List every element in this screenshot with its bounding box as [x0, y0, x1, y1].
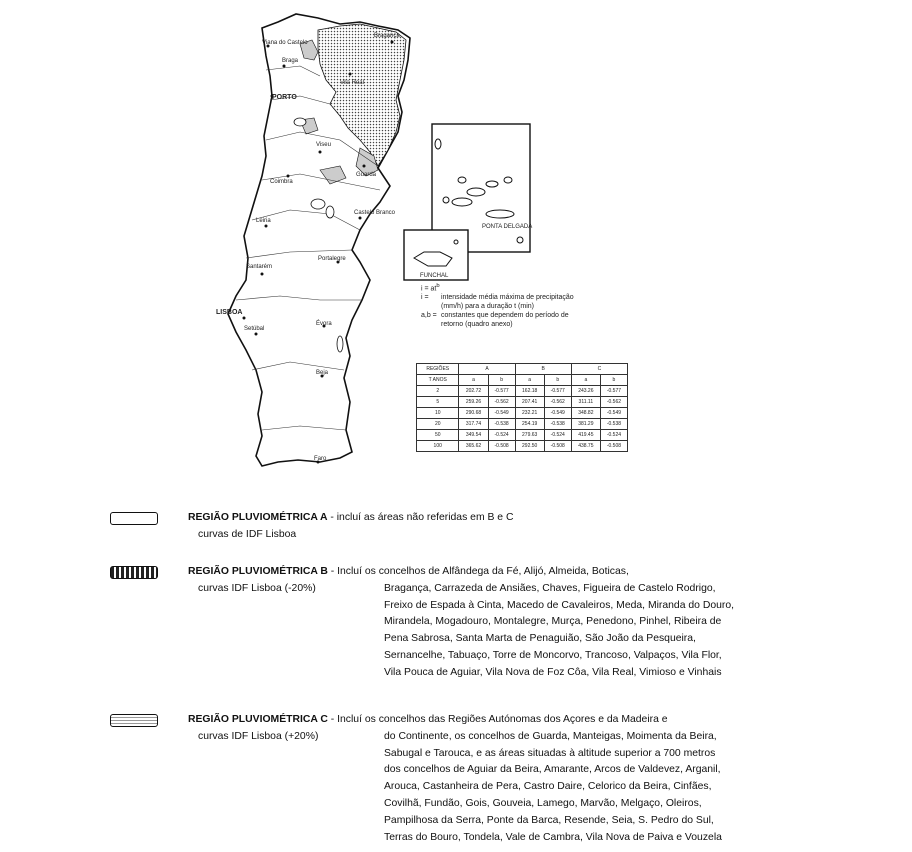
- table-row: 2 202.72 -0.577 162.18 -0.577 243.26 -0.577: [417, 386, 628, 397]
- table-header-cell: a: [459, 375, 488, 386]
- city-label: Portalegre: [318, 256, 346, 262]
- legend-swatch-region-b: [110, 566, 158, 579]
- city-label: FUNCHAL: [420, 273, 449, 279]
- city-label: Viana do Castelo: [262, 40, 308, 46]
- formula-def-ab-cont: retorno (quadro anexo): [441, 321, 513, 329]
- city-label: Beja: [316, 370, 329, 376]
- city-label: PORTO: [272, 94, 297, 101]
- table-header-cell: b: [544, 375, 571, 386]
- table-header-cell: B: [515, 364, 571, 375]
- table-header-cell: a: [571, 375, 600, 386]
- city-label: Guarda: [356, 172, 377, 178]
- formula-def-i-cont: (mm/h) para a duração t (min): [441, 303, 534, 311]
- table-header-cell: b: [600, 375, 627, 386]
- legend-title: REGIÃO PLUVIOMÉTRICA B: [188, 566, 328, 577]
- legend-body: Bragança, Carrazeda de Ansiães, Chaves, Figueira de Castelo Rodrigo, Freixo de Espada à Cinta, Macedo de Cavaleiros, Meda, Miranda do Douro, Mirandela, Mogadouro, Montalegre, Murça, Penedono, Pinhel, Ribeira de Pena Sabrosa, Santa Marta de Penaguião, São João da Pesqueira, Sernancelhe, Tabuaço, Torre de Moncorvo, Trancoso, Valpaços, Vila Flor, Vila Pouca de Aguiar, Vila Nova de Foz Côa, Vila Real, Vimioso e Vinhais: [384, 582, 735, 678]
- table-row: 5 259.26 -0.562 207.41 -0.562 311.11 -0.562: [417, 397, 628, 408]
- table-header-row: [417, 364, 628, 375]
- city-label: Bragança: [374, 33, 400, 39]
- idf-parameters-table: [416, 363, 628, 452]
- legend-description: - Incluí os concelhos das Regiões Autónomas dos Açores e da Madeira e: [327, 714, 668, 725]
- legend-body: do Continente, os concelhos de Guarda, Manteigas, Moimenta da Beira, Sabugal e Tarouca, e as áreas situadas à altitude superior a 700 metros dos concelhos de Aguiar da Beira, Amarante, Arcos de Valdevez, Arganil, Arouca, Castanheira de Pera, Castro Daire, Celorico da Beira, Cinfães, Covilhã, Fundão, Gois, Gouveia, Lamego, Marvão, Melgaço, Oleiros, Pampilhosa da Serra, Ponte da Barca, Resende, Seia, S. Pedro do Sul, Terras do Bouro, Tondela, Vale de Cambra, Vila Nova de Paiva e Vouzela: [384, 730, 722, 843]
- legend-swatch-region-c: [110, 714, 158, 727]
- table-row: 100 365.62 -0.508 292.50 -0.508 438.75 -0.508: [417, 441, 628, 452]
- legend-description: - incluí as áreas não referidas em B e C: [327, 512, 514, 523]
- city-label: Leiria: [256, 218, 271, 224]
- table-header-cell: A: [459, 364, 515, 375]
- city-label: Évora: [316, 321, 332, 327]
- table-header-cell: a: [515, 375, 544, 386]
- legend-description: - Incluí os concelhos de Alfândega da Fé, Alijó, Almeida, Boticas,: [327, 566, 629, 577]
- formula-def-ab: constantes que dependem do período de: [441, 312, 569, 320]
- table-row: 10 290.68 -0.549 232.21 -0.549 348.82 -0.549: [417, 408, 628, 419]
- city-label: Vila Real: [340, 80, 364, 86]
- city-label: Santarém: [246, 264, 273, 270]
- city-label: Braga: [282, 58, 299, 64]
- city-label: PONTA DELGADA: [482, 224, 533, 230]
- legend-swatch-region-a: [110, 512, 158, 525]
- idf-formula: $i = at^b$ i = intensidade média máxima de precipitação (mm/h) para a duração t (min) a,b = constantes que dependem do período de retorno (quadro anexo): [421, 282, 621, 329]
- city-label: Castelo Branco: [354, 210, 396, 216]
- table-header-cell: b: [488, 375, 515, 386]
- city-label: Setúbal: [244, 326, 265, 332]
- legend-title: REGIÃO PLUVIOMÉTRICA A: [188, 512, 328, 523]
- city-label: LISBOA: [216, 309, 243, 316]
- city-label: Faro: [314, 456, 327, 462]
- legend-subtitle: curvas de IDF Lisboa: [198, 528, 297, 540]
- city-label: Viseu: [316, 142, 331, 148]
- table-row: 20 317.74 -0.538 254.19 -0.538 381.29 -0.538: [417, 419, 628, 430]
- formula-equation: $i = at^b$: [421, 283, 440, 293]
- city-label: Coimbra: [270, 179, 293, 185]
- table-header-cell: C: [571, 364, 627, 375]
- formula-def-i: intensidade média máxima de precipitação: [441, 294, 574, 302]
- table-header-cell: REGIÕES: [417, 364, 459, 375]
- table-header-cell: T ANOS: [417, 375, 459, 386]
- legend-subtitle: curvas IDF Lisboa (-20%): [198, 582, 316, 594]
- legend-title: REGIÃO PLUVIOMÉTRICA C: [188, 714, 328, 725]
- legend-subtitle: curvas IDF Lisboa (+20%): [198, 730, 319, 742]
- table-row: 50 349.54 -0.524 279.63 -0.524 419.45 -0.524: [417, 430, 628, 441]
- table-subheader-row: [417, 375, 628, 386]
- madeira-inset: [404, 230, 468, 280]
